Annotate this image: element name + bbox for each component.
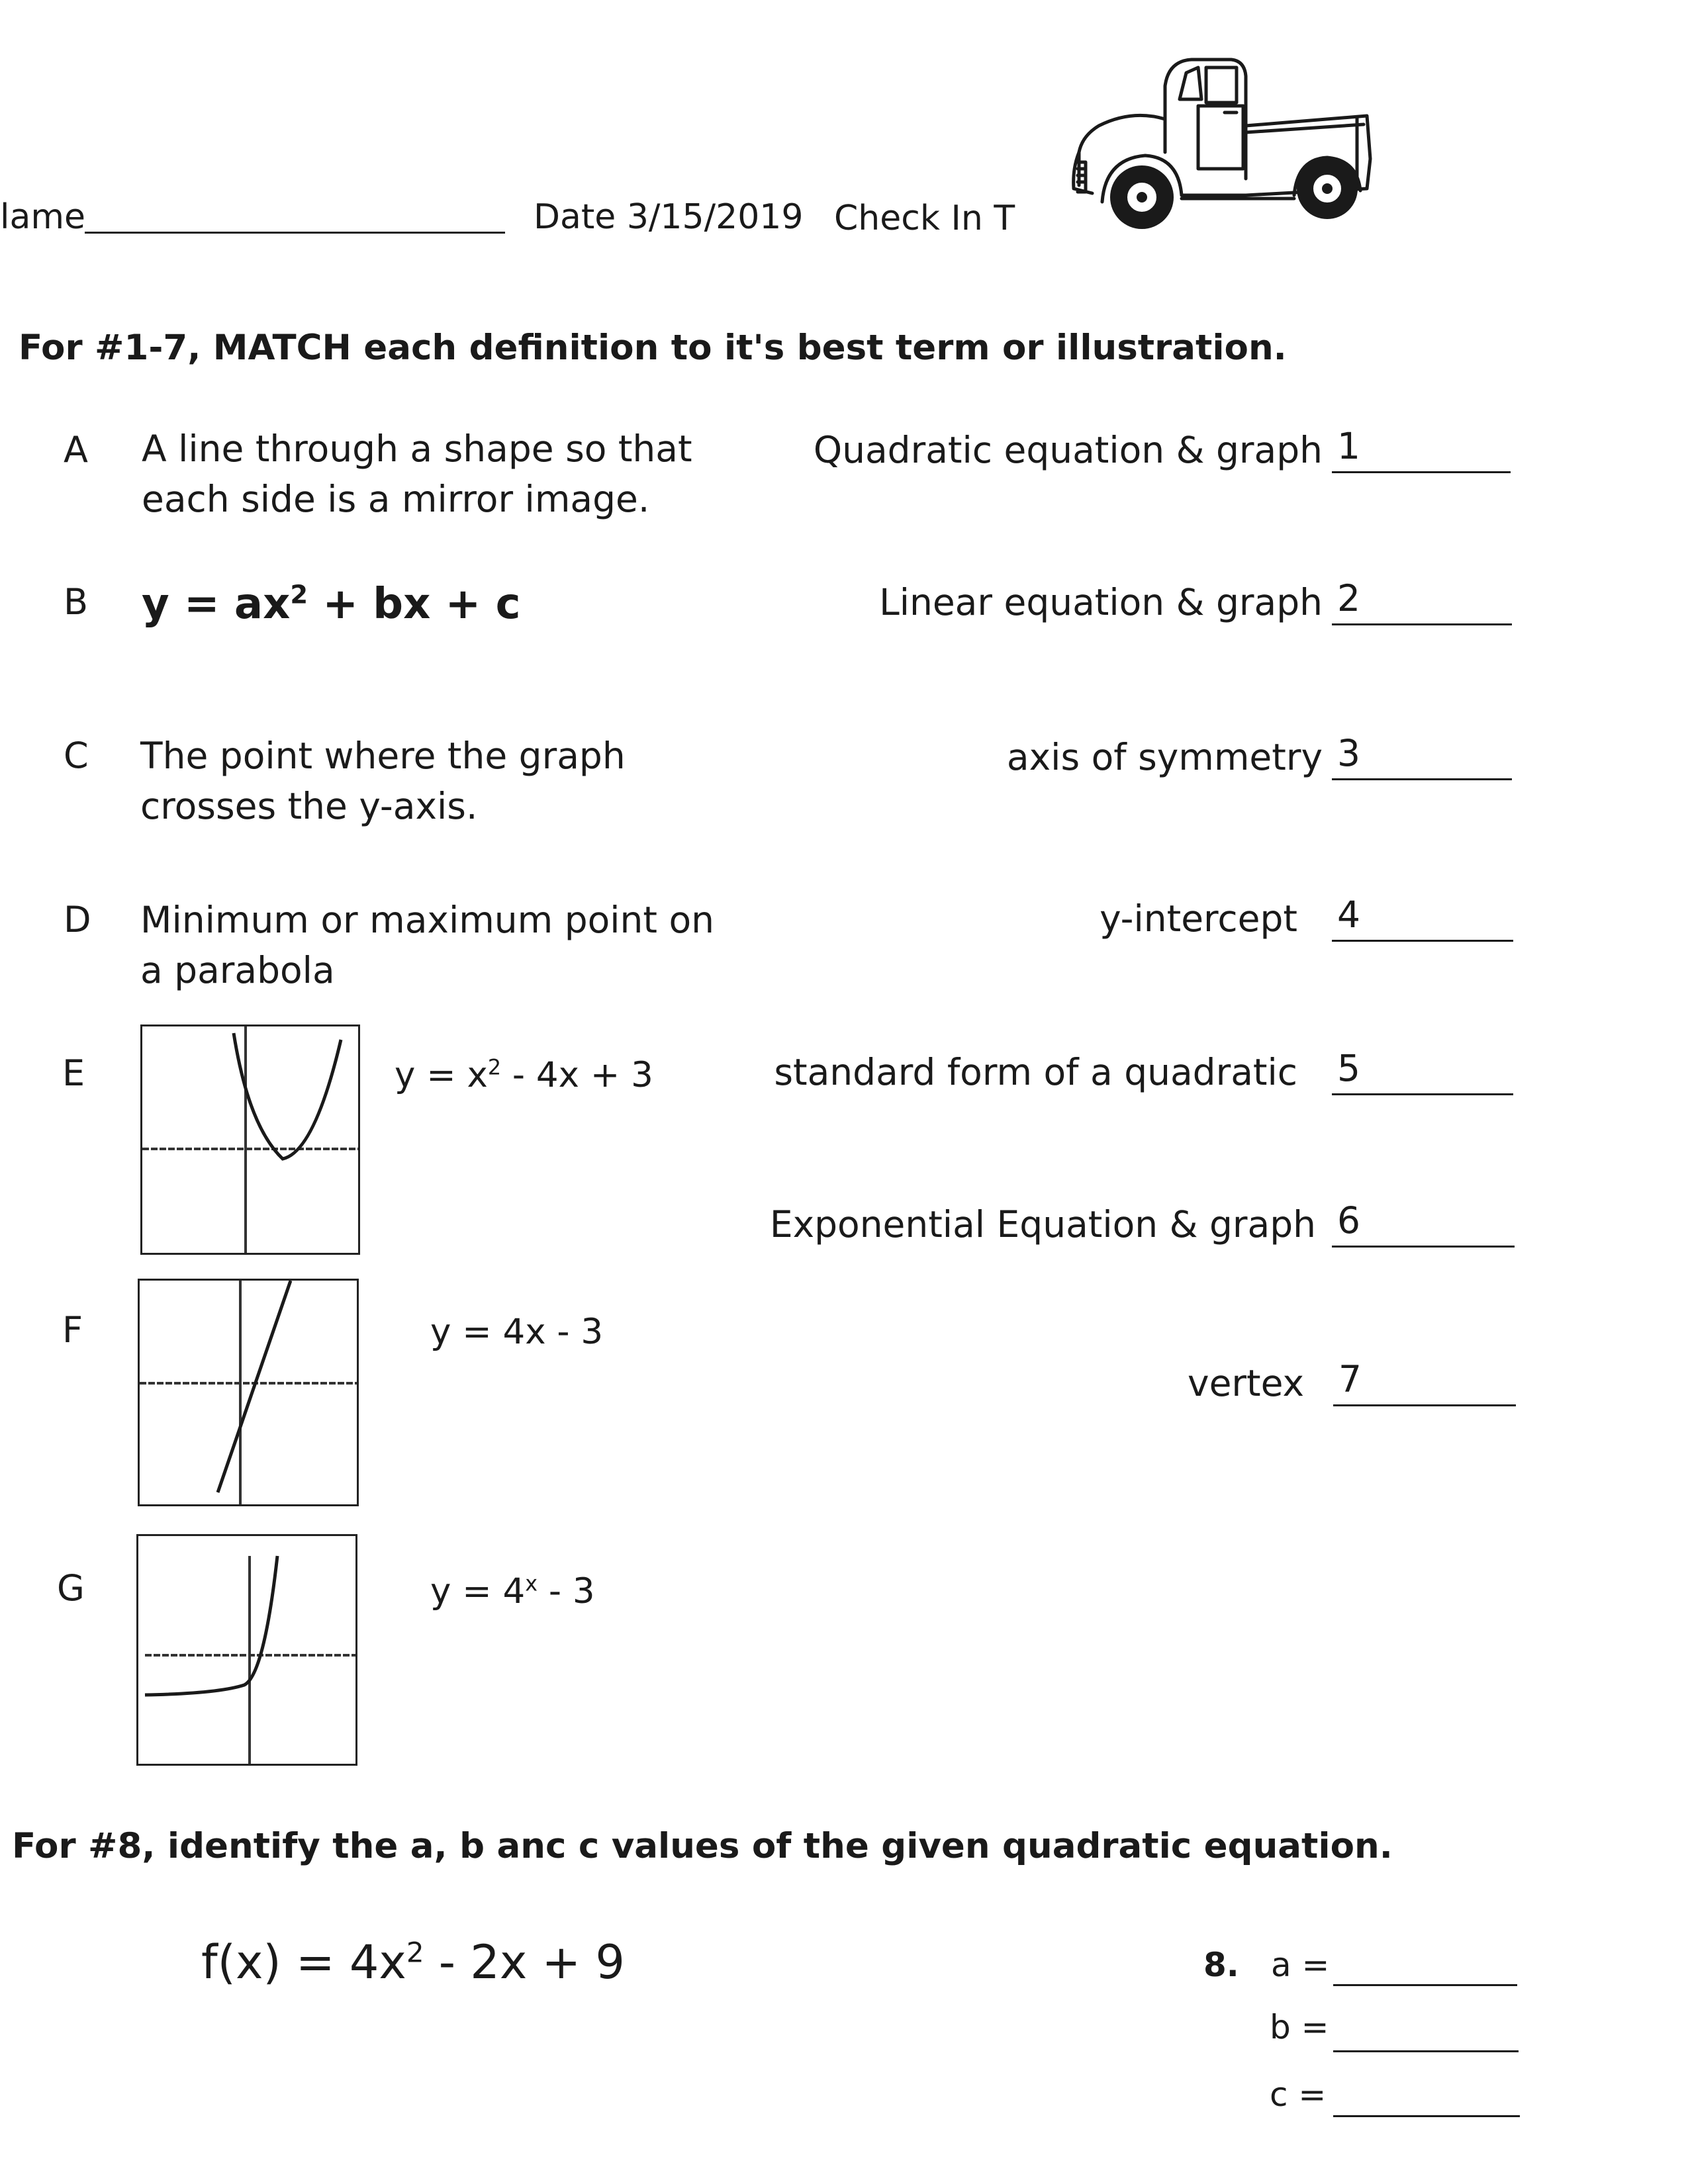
matching-instructions: For #1-7, MATCH each definition to it's best term or illustration. — [19, 328, 1287, 368]
linear-graph-f — [138, 1279, 359, 1506]
given-equation-base: f(x) = 4x — [201, 1935, 406, 1989]
given-equation-exponent: 2 — [406, 1936, 424, 1969]
c-value-answer-line[interactable] — [1333, 2115, 1520, 2117]
equation-g-rest: - 3 — [538, 1571, 595, 1612]
definition-letter-c: C — [64, 735, 89, 776]
term-7-number: 7 — [1338, 1358, 1362, 1400]
pickup-truck-illustration — [1066, 46, 1377, 238]
definition-d-line1: Minimum or maximum point on — [140, 899, 714, 941]
term-4-label: y-intercept — [1100, 897, 1297, 940]
definition-c-line2: crosses the y-axis. — [140, 785, 478, 827]
date-label: Date 3/15/2019 — [534, 197, 804, 237]
given-quadratic-equation — [201, 1935, 625, 1989]
definition-letter-g: G — [57, 1567, 85, 1609]
term-2-label: Linear equation & graph — [879, 581, 1323, 623]
equation-e-rest: - 4x + 3 — [501, 1055, 653, 1095]
c-value-label: c = — [1270, 2075, 1327, 2114]
equation-g — [430, 1571, 595, 1612]
answer-line-3[interactable] — [1332, 778, 1512, 780]
exponential-graph-g — [136, 1534, 357, 1766]
definition-b-formula — [142, 580, 521, 629]
term-5-number: 5 — [1337, 1047, 1360, 1089]
term-6-number: 6 — [1337, 1199, 1360, 1242]
term-1-label: Quadratic equation & graph — [813, 429, 1323, 471]
equation-e — [395, 1055, 653, 1095]
term-1-number: 1 — [1337, 425, 1360, 467]
equation-g-exponent: x — [525, 1571, 538, 1596]
name-field[interactable] — [85, 232, 505, 234]
definition-letter-b: B — [64, 581, 89, 623]
term-3-label: axis of symmetry — [1006, 736, 1323, 778]
b-value-label: b = — [1270, 2008, 1329, 2046]
term-7-label: vertex — [1188, 1362, 1304, 1404]
term-5-label: standard form of a quadratic — [774, 1051, 1297, 1093]
equation-f: y = 4x - 3 — [430, 1312, 604, 1352]
answer-line-7[interactable] — [1333, 1404, 1516, 1406]
definition-letter-e: E — [62, 1052, 85, 1094]
formula-b-rest: + bx + c — [308, 580, 521, 629]
definition-letter-f: F — [62, 1309, 83, 1351]
answer-line-1[interactable] — [1332, 471, 1511, 473]
definition-letter-a: A — [64, 429, 88, 471]
check-in-label: Check In T — [834, 199, 1015, 238]
formula-b-base: y = ax — [142, 580, 291, 629]
term-2-number: 2 — [1337, 577, 1360, 619]
quadratic-values-instructions: For #8, identify the a, b anc c values of the given quadratic equation. — [12, 1826, 1393, 1866]
quadratic-graph-e — [140, 1024, 360, 1255]
a-value-label: a = — [1271, 1946, 1330, 1984]
b-value-answer-line[interactable] — [1333, 2050, 1519, 2052]
term-4-number: 4 — [1337, 893, 1360, 936]
name-label: lame — [0, 197, 85, 237]
definition-d-line2: a parabola — [140, 949, 335, 991]
definition-a-line2: each side is a mirror image. — [142, 478, 650, 520]
term-3-number: 3 — [1337, 732, 1360, 774]
definition-a-line1: A line through a shape so that — [142, 428, 692, 470]
question-8-number: 8. — [1203, 1946, 1239, 1984]
formula-b-exponent: 2 — [290, 580, 308, 610]
a-value-answer-line[interactable] — [1333, 1984, 1517, 1986]
definition-c-line1: The point where the graph — [140, 735, 626, 777]
answer-line-4[interactable] — [1332, 940, 1513, 942]
answer-line-5[interactable] — [1332, 1093, 1513, 1095]
definition-letter-d: D — [64, 899, 91, 940]
answer-line-2[interactable] — [1332, 623, 1512, 625]
term-6-label: Exponential Equation & graph — [769, 1203, 1316, 1246]
given-equation-rest: - 2x + 9 — [424, 1935, 625, 1989]
answer-line-6[interactable] — [1332, 1246, 1515, 1248]
equation-g-base: y = 4 — [430, 1571, 526, 1612]
equation-e-exponent: 2 — [487, 1055, 502, 1080]
equation-e-base: y = x — [395, 1055, 488, 1095]
